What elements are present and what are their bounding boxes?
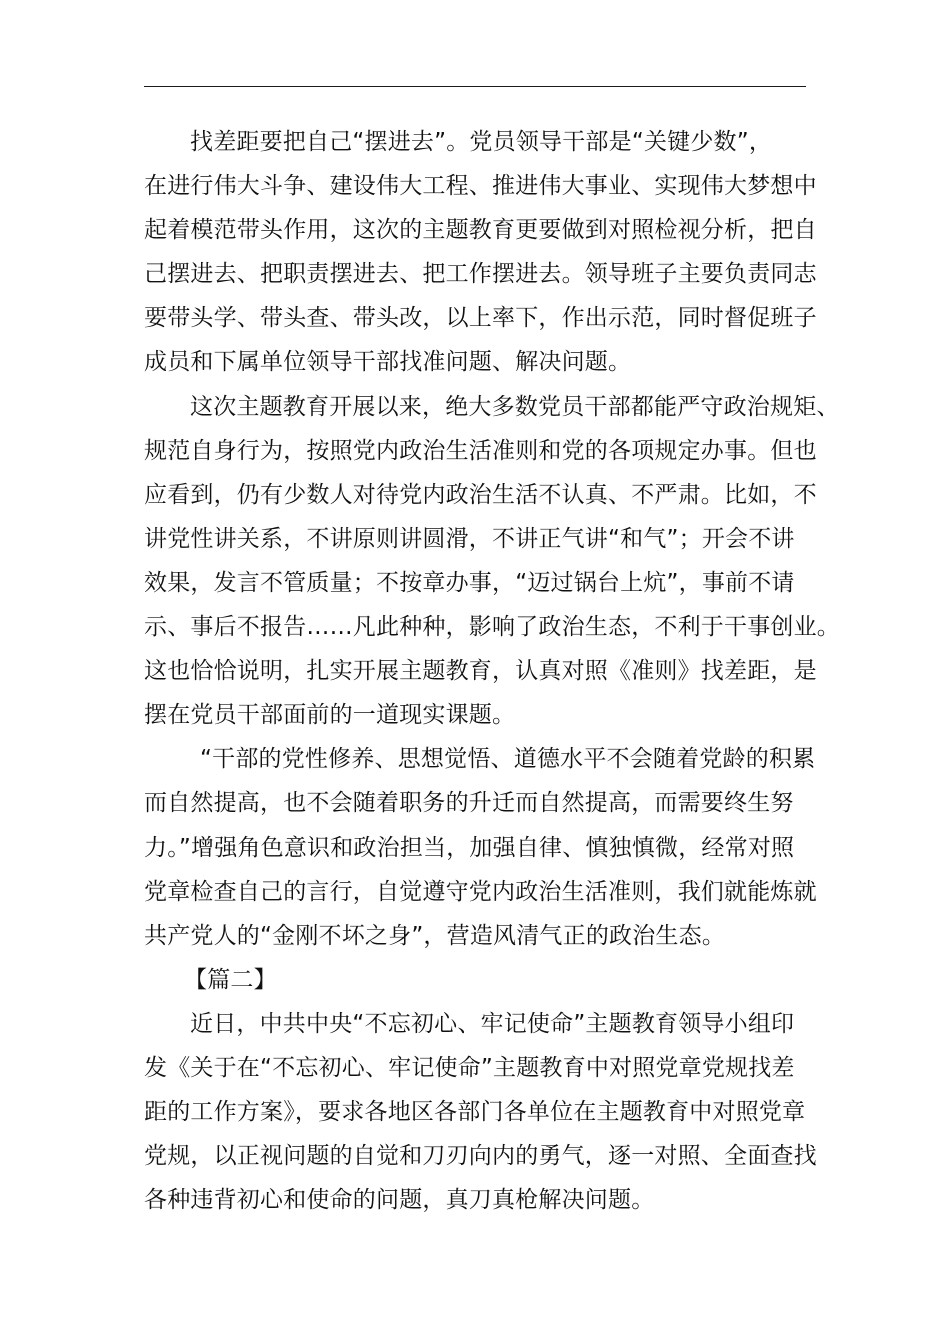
text-line: 力。”增强角色意识和政治担当，加强自律、慎独慎微，经常对照 <box>144 834 795 861</box>
text-line: 这次主题教育开展以来，绝大多数党员干部都能严守政治规矩、 <box>190 393 840 420</box>
text-line: “干部的党性修养、思想觉悟、道德水平不会随着党龄的积累 <box>200 746 816 773</box>
text-line: 要带头学、带头查、带头改，以上率下，作出示范，同时督促班子 <box>144 305 817 332</box>
section-heading-text: 【篇二】 <box>184 966 277 993</box>
document-body <box>144 120 840 1222</box>
text-line: 而自然提高，也不会随着职务的升迁而自然提高，而需要终生努 <box>144 790 794 817</box>
text-line: 讲党性讲关系，不讲原则讲圆滑，不讲正气讲“和气”；开会不讲 <box>144 525 795 552</box>
text-line: 党规，以正视问题的自觉和刀刃向内的勇气，逐一对照、全面查找 <box>144 1143 817 1170</box>
text-line: 己摆进去、把职责摆进去、把工作摆进去。领导班子主要负责同志 <box>144 261 817 288</box>
text-line: 示、事后不报告……凡此种种，影响了政治生态，不利于干事创业。 <box>144 614 840 641</box>
paragraph-1 <box>144 120 817 385</box>
text-line: 距的工作方案》，要求各地区各部门各单位在主题教育中对照党章 <box>144 1099 806 1126</box>
text-line: 发《关于在“不忘初心、牢记使命”主题教育中对照党章党规找差 <box>144 1054 795 1081</box>
text-line: 这也恰恰说明，扎实开展主题教育，认真对照《准则》找差距，是 <box>144 658 817 685</box>
paragraph-3 <box>144 737 817 957</box>
paragraph-4 <box>144 1002 817 1222</box>
text-line: 规范自身行为，按照党内政治生活准则和党的各项规定办事。但也 <box>144 437 817 464</box>
text-line: 各种违背初心和使命的问题，真刀真枪解决问题。 <box>144 1187 655 1214</box>
text-line: 成员和下属单位领导干部找准问题、解决问题。 <box>144 349 632 376</box>
section-heading <box>144 958 806 1002</box>
text-line: 效果，发言不管质量；不按章办事，“迈过锅台上炕”，事前不请 <box>144 569 795 596</box>
text-line: 找差距要把自己“摆进去”。党员领导干部是“关键少数”， <box>190 129 773 155</box>
header-rule <box>144 86 806 87</box>
text-line: 共产党人的“金刚不坏之身”，营造风清气正的政治生态。 <box>144 922 726 949</box>
text-line: 近日，中共中央“不忘初心、牢记使命”主题教育领导小组印 <box>190 1010 795 1037</box>
text-line: 起着模范带头作用，这次的主题教育更要做到对照检视分析，把自 <box>144 217 817 244</box>
text-line: 摆在党员干部面前的一道现实课题。 <box>144 702 516 729</box>
text-line: 党章检查自己的言行，自觉遵守党内政治生活准则，我们就能炼就 <box>144 878 817 905</box>
text-line: 在进行伟大斗争、建设伟大工程、推进伟大事业、实现伟大梦想中 <box>144 173 817 200</box>
paragraph-2 <box>144 385 840 738</box>
text-line: 应看到，仍有少数人对待党内政治生活不认真、不严肃。比如，不 <box>144 481 817 508</box>
